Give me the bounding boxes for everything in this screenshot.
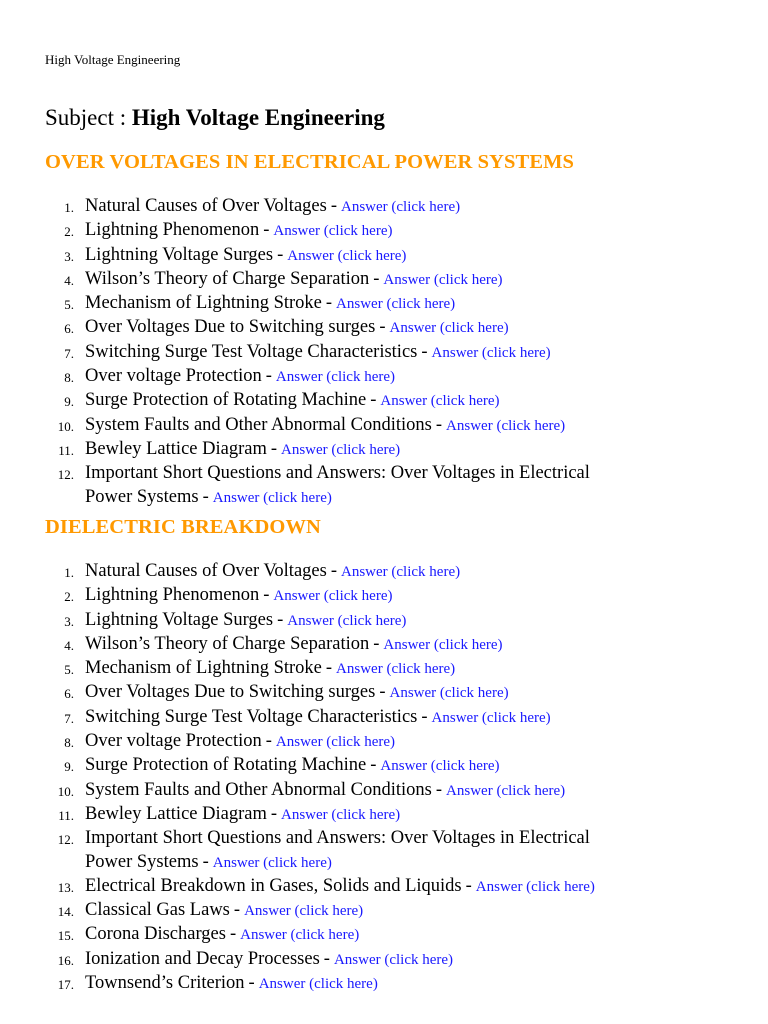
list-item	[0, 341, 768, 365]
list-item	[0, 681, 768, 705]
page-title	[45, 105, 385, 131]
list-item-number: 1.	[64, 565, 74, 580]
list-item-number: 2.	[64, 589, 74, 605]
list-item-number: 6.	[64, 686, 74, 702]
list-item-separator: -	[229, 924, 237, 945]
list-item	[0, 633, 768, 657]
list-item-title: Lightning Voltage Surges	[85, 609, 274, 630]
answer-link[interactable]: Answer (click here)	[281, 806, 401, 823]
list-item-title: Ionization and Decay Processes	[85, 948, 320, 969]
answer-link[interactable]: Answer (click here)	[341, 199, 461, 215]
list-item	[0, 948, 768, 972]
list-item-title-continued: Power Systems	[85, 851, 199, 872]
answer-link[interactable]: Answer (click here)	[380, 393, 500, 410]
list-item-title-continued: Power Systems	[85, 486, 199, 507]
list-item-separator: -	[373, 268, 380, 289]
list-item-number: 7.	[64, 710, 74, 726]
subject-prefix: Subject :	[45, 105, 132, 130]
list-item-number: 12.	[57, 467, 74, 483]
list-item-title: Over Voltages Due to Switching surges	[85, 682, 376, 703]
list-item	[0, 292, 768, 316]
list-item	[0, 195, 768, 219]
answer-link[interactable]: Answer (click here)	[431, 709, 551, 726]
answer-link[interactable]: Answer (click here)	[431, 344, 551, 361]
section-heading-over-voltages: OVER VOLTAGES IN ELECTRICAL POWER SYSTEMS	[45, 151, 575, 173]
list-item-separator: -	[270, 803, 278, 824]
list-item	[0, 365, 768, 389]
list-item-separator: -	[202, 851, 209, 872]
list-item-separator: -	[263, 585, 270, 606]
list-item-title: Important Short Questions and Answers: Over Voltages in Electrical	[85, 828, 590, 849]
section-list-over-voltages	[0, 195, 768, 510]
list-item-title: Wilson’s Theory of Charge Separation	[85, 268, 370, 289]
list-item-separator: -	[202, 486, 209, 507]
list-item-separator: -	[370, 390, 377, 411]
answer-link[interactable]: Answer (click here)	[281, 441, 401, 458]
list-item-separator: -	[265, 366, 272, 387]
list-item-separator: -	[277, 609, 284, 630]
list-item-title: Townsend’s Criterion	[85, 973, 245, 994]
list-item-separator: -	[325, 658, 333, 679]
list-item-separator: -	[330, 196, 337, 216]
list-item-separator: -	[323, 948, 330, 969]
answer-link[interactable]: Answer (click here)	[287, 612, 407, 629]
list-item-number: 11.	[58, 442, 74, 458]
list-item-separator: -	[248, 973, 255, 994]
list-item-separator: -	[379, 317, 386, 338]
list-item-title: Bewley Lattice Diagram	[85, 803, 267, 824]
list-item	[0, 316, 768, 340]
list-item-number: 8.	[64, 735, 74, 751]
list-item-separator: -	[325, 293, 333, 314]
list-item	[0, 609, 768, 633]
list-item	[0, 803, 768, 827]
list-item-title: Over voltage Protection	[85, 731, 262, 752]
list-item	[0, 754, 768, 778]
answer-link[interactable]: Answer (click here)	[240, 927, 360, 944]
answer-link[interactable]: Answer (click here)	[336, 296, 456, 313]
list-item	[0, 972, 768, 996]
list-item-number: 11.	[58, 807, 74, 823]
list-item-number: 10.	[57, 418, 74, 434]
list-item	[0, 268, 768, 292]
list-item-title: Electrical Breakdown in Gases, Solids and Liquids	[85, 875, 462, 896]
list-item-title: Mechanism of Lightning Stroke	[85, 658, 322, 679]
list-item	[0, 414, 768, 438]
list-item-title: Wilson’s Theory of Charge Separation	[85, 633, 370, 654]
list-item	[0, 244, 768, 268]
answer-link[interactable]: Answer (click here)	[446, 417, 566, 434]
list-item	[0, 779, 768, 803]
list-item-title: Lightning Phenomenon	[85, 585, 260, 606]
answer-link[interactable]: Answer (click here)	[341, 564, 461, 580]
list-item	[0, 875, 768, 899]
list-item	[0, 219, 768, 243]
answer-link[interactable]: Answer (click here)	[333, 951, 454, 968]
list-item-separator: -	[421, 706, 428, 727]
list-item-separator: -	[435, 779, 443, 800]
list-item-title: Mechanism of Lightning Stroke	[85, 293, 322, 314]
list-item	[0, 389, 768, 413]
list-item-separator: -	[270, 438, 278, 459]
list-item-number: 5.	[64, 297, 74, 313]
list-item-title: Bewley Lattice Diagram	[85, 438, 267, 459]
list-item-title: Natural Causes of Over Voltages	[85, 561, 327, 581]
list-item-separator: -	[373, 633, 380, 654]
answer-link[interactable]: Answer (click here)	[475, 878, 595, 895]
list-item-separator: -	[465, 875, 472, 896]
list-item-title: Lightning Phenomenon	[85, 220, 260, 241]
list-item-title: Important Short Questions and Answers: Over Voltages in Electrical	[85, 463, 590, 484]
list-item-title: Surge Protection of Rotating Machine	[85, 755, 367, 776]
list-item-number: 5.	[64, 662, 74, 678]
list-item-separator: -	[379, 682, 386, 703]
list-item	[0, 657, 768, 681]
list-item-separator: -	[370, 755, 377, 776]
subject-name: High Voltage Engineering	[131, 105, 385, 130]
section-heading-dielectric-breakdown: DIELECTRIC BREAKDOWN	[45, 516, 321, 538]
answer-link[interactable]: Answer (click here)	[212, 854, 332, 871]
list-item-number: 8.	[64, 370, 74, 386]
list-item-number: 10.	[57, 783, 74, 799]
answer-link[interactable]: Answer (click here)	[380, 758, 500, 775]
list-item-title: Classical Gas Laws	[85, 900, 230, 921]
list-item-number: 17.	[57, 977, 74, 993]
list-item-number: 3.	[64, 248, 74, 264]
answer-link[interactable]: Answer (click here)	[273, 223, 393, 240]
list-item-number: 9.	[64, 759, 74, 775]
answer-link[interactable]: Answer (click here)	[389, 320, 509, 337]
list-item-separator: -	[233, 900, 241, 921]
list-item-separator: -	[277, 244, 284, 265]
list-item-separator: -	[263, 220, 270, 241]
list-item-separator: -	[330, 561, 337, 581]
answer-link[interactable]: Answer (click here)	[383, 636, 503, 653]
list-item-title: Surge Protection of Rotating Machine	[85, 390, 367, 411]
answer-link[interactable]: Answer (click here)	[383, 271, 503, 288]
list-item	[0, 462, 768, 510]
running-header: High Voltage Engineering	[45, 52, 181, 67]
list-item-title: Corona Discharges	[85, 924, 226, 945]
list-item-title: Lightning Voltage Surges	[85, 244, 274, 265]
answer-link[interactable]: Answer (click here)	[389, 685, 509, 702]
list-item-number: 4.	[64, 272, 74, 288]
answer-link[interactable]: Answer (click here)	[446, 782, 566, 799]
section-list-dielectric-breakdown	[0, 560, 768, 996]
list-item-number: 16.	[57, 952, 74, 968]
list-item	[0, 584, 768, 608]
list-item-separator: -	[265, 731, 272, 752]
list-item	[0, 827, 768, 875]
list-item-title: Over voltage Protection	[85, 366, 262, 387]
list-item-title: Switching Surge Test Voltage Characteristics	[85, 706, 418, 727]
answer-link[interactable]: Answer (click here)	[275, 369, 396, 386]
list-item-separator: -	[421, 341, 428, 362]
answer-link[interactable]: Answer (click here)	[273, 588, 393, 605]
list-item-number: 15.	[57, 928, 74, 944]
answer-link[interactable]: Answer (click here)	[287, 247, 407, 264]
list-item-title: System Faults and Other Abnormal Conditions	[85, 779, 432, 800]
list-item-title: System Faults and Other Abnormal Conditions	[85, 414, 432, 435]
list-item-number: 6.	[64, 321, 74, 337]
answer-link[interactable]: Answer (click here)	[258, 976, 378, 993]
list-item-number: 13.	[57, 879, 74, 895]
list-item	[0, 899, 768, 923]
answer-link[interactable]: Answer (click here)	[212, 489, 332, 506]
answer-link[interactable]: Answer (click here)	[244, 903, 364, 920]
list-item-number: 12.	[57, 832, 74, 848]
list-item-number: 2.	[64, 224, 74, 240]
list-item	[0, 730, 768, 754]
list-item-title: Switching Surge Test Voltage Characteristics	[85, 341, 418, 362]
list-item-number: 4.	[64, 637, 74, 653]
list-item-number: 1.	[64, 200, 74, 215]
list-item	[0, 438, 768, 462]
list-item-number: 3.	[64, 613, 74, 629]
list-item-title: Over Voltages Due to Switching surges	[85, 317, 376, 338]
list-item-number: 14.	[57, 904, 74, 920]
list-item-title: Natural Causes of Over Voltages	[85, 196, 327, 216]
list-item-number: 9.	[64, 394, 74, 410]
list-item	[0, 923, 768, 947]
answer-link[interactable]: Answer (click here)	[336, 661, 456, 678]
list-item-separator: -	[435, 414, 443, 435]
list-item-number: 7.	[64, 345, 74, 361]
list-item	[0, 706, 768, 730]
list-item	[0, 560, 768, 584]
answer-link[interactable]: Answer (click here)	[275, 734, 396, 751]
